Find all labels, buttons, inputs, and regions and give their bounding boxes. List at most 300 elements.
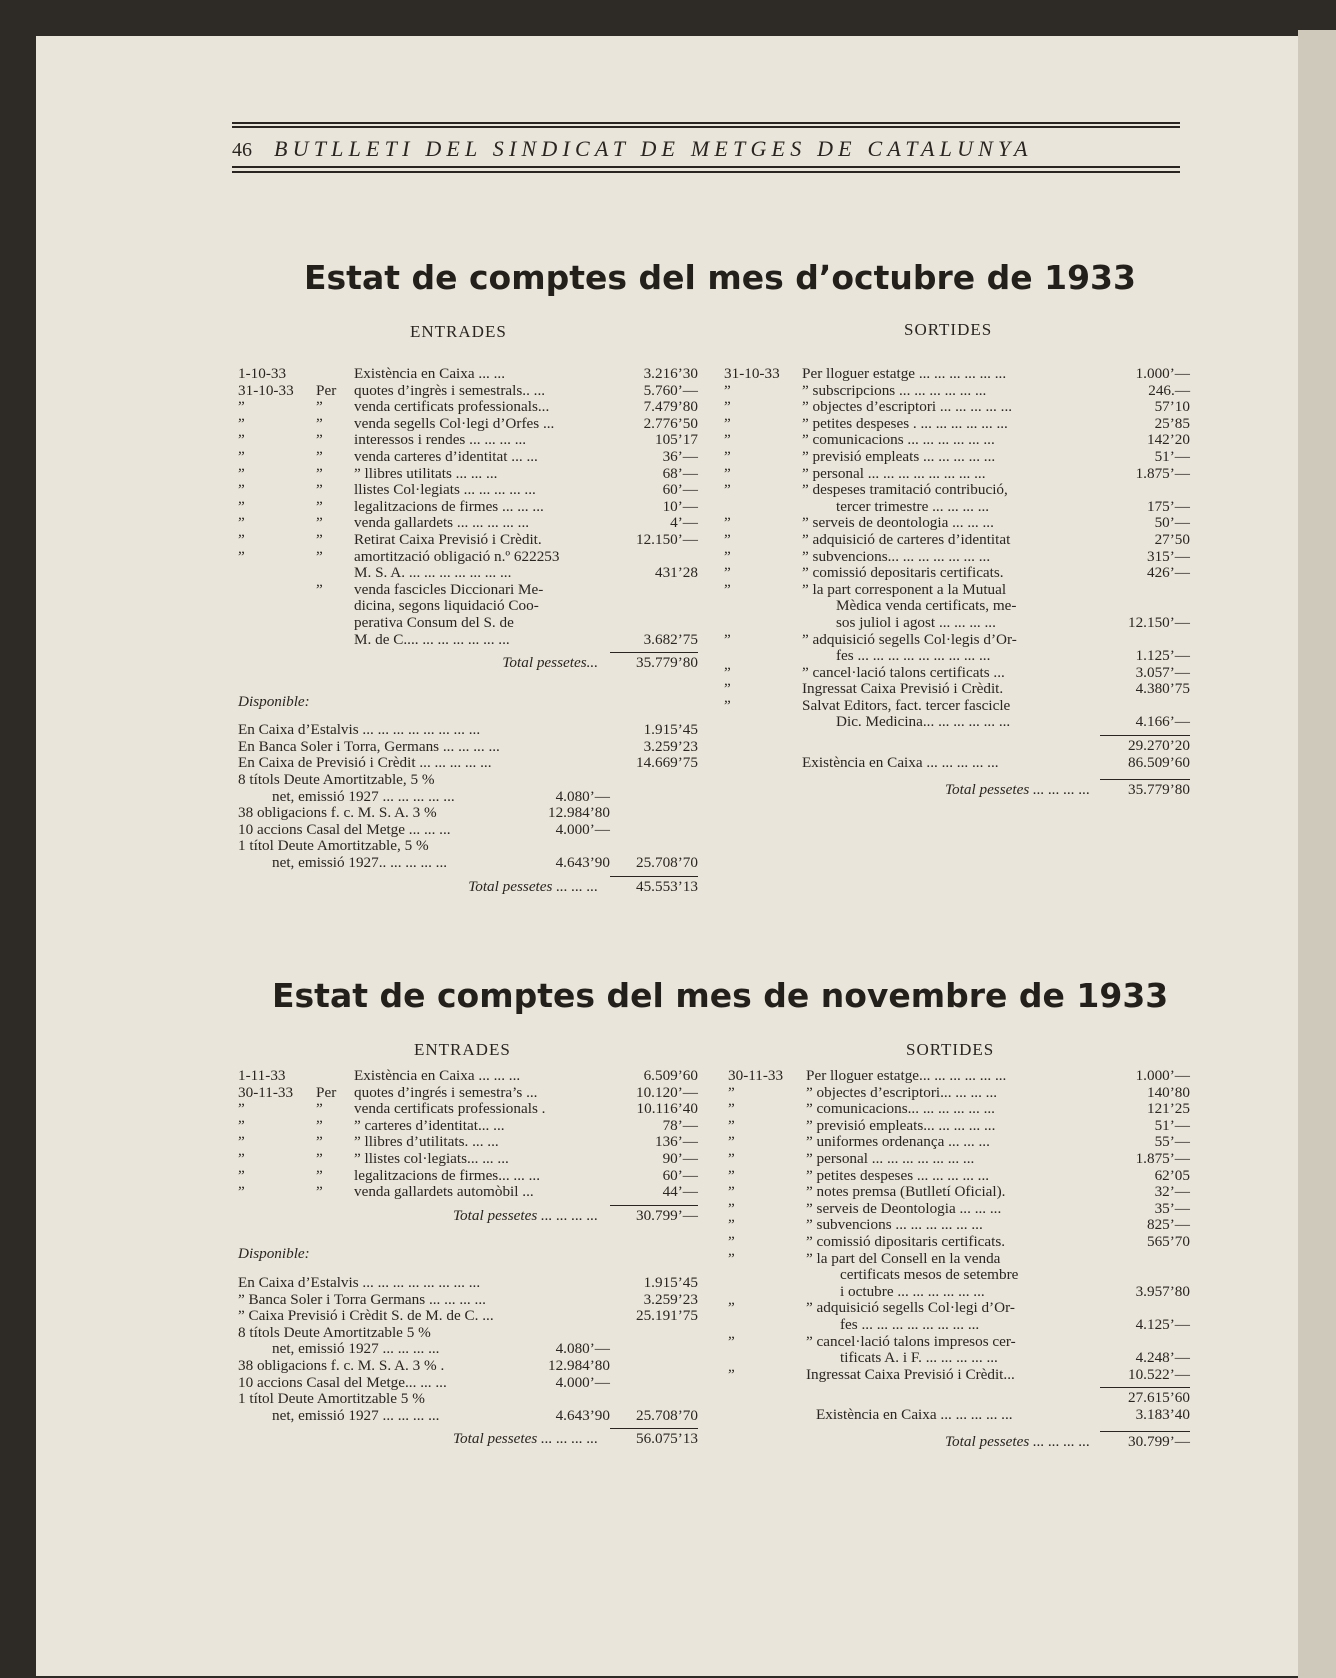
row-date: 31-10-33 — [238, 381, 294, 399]
entrada-row — [238, 383, 698, 400]
row-amount — [610, 615, 698, 632]
row-amount: 4.380’75 — [1135, 680, 1190, 698]
november-entrades-total — [238, 1208, 698, 1225]
row-amount: 51’— — [1154, 1116, 1190, 1134]
row-amount: 60’— — [662, 1166, 698, 1184]
sortida-row — [724, 366, 1190, 383]
disponible-row — [238, 1341, 698, 1358]
row-description: venda fascicles Diccionari Me- — [354, 581, 544, 598]
row-amount: 50’— — [1154, 514, 1190, 532]
row-description: ” subvencions ... ... ... ... ... ... — [806, 1217, 983, 1234]
row-description: ” despeses tramitació contribució, — [802, 482, 1008, 499]
row-amount — [610, 1391, 698, 1408]
entrada-row — [238, 366, 698, 383]
row-description: net, emissió 1927 ... ... ... ... ... — [272, 788, 455, 805]
row-amount: 4.248’— — [1135, 1349, 1190, 1367]
row-date — [238, 632, 316, 649]
entrada-row — [238, 1068, 698, 1085]
row-date: ” — [238, 514, 245, 532]
row-per: ” — [316, 1149, 323, 1167]
disponible-row — [238, 805, 698, 822]
row-description: 10 accions Casal del Metge ... ... ... — [238, 821, 451, 838]
entrada-row — [238, 532, 698, 549]
row-description: ” la part del Consell en la venda — [806, 1250, 1001, 1267]
row-description: 38 obligacions f. c. M. S. A. 3 % . — [238, 1357, 445, 1374]
row-date: ” — [724, 414, 731, 432]
row-date: ” — [728, 1116, 735, 1134]
row-per: ” — [316, 547, 323, 565]
row-subamount — [522, 1275, 610, 1292]
row-date: ” — [728, 1365, 735, 1383]
sortida-row — [728, 1284, 1190, 1301]
row-amount: 825’— — [1146, 1216, 1190, 1234]
row-date: ” — [724, 696, 731, 714]
existencia-value: 3.183’40 — [1135, 1405, 1190, 1423]
row-per: ” — [316, 1116, 323, 1134]
row-subamount: 4.080’— — [555, 1340, 610, 1358]
row-description: ” comissió dipositaris certificats. — [806, 1233, 1006, 1250]
row-subamount — [522, 755, 610, 772]
october-entrades-heading: ENTRADES — [410, 322, 507, 341]
header-rule-bottom-2 — [232, 171, 1180, 173]
row-description: En Caixa d’Estalvis ... ... ... ... ... ... ... ... — [238, 722, 481, 739]
row-description: ” llibres utilitats ... ... ... — [354, 465, 498, 482]
row-date: ” — [724, 564, 731, 582]
total-label: Total pessetes... — [502, 655, 598, 672]
row-description: ” petites despeses . ... ... ... ... ... ... — [802, 415, 1008, 432]
row-date: ” — [728, 1183, 735, 1201]
total-value: 56.075’13 — [635, 1430, 698, 1448]
total-label: Total pessetes ... ... ... ... — [945, 1434, 1090, 1451]
row-per: ” — [316, 514, 323, 532]
row-date — [238, 565, 316, 582]
row-date — [724, 714, 802, 731]
row-description: ” objectes d’escriptori ... ... ... ... ... — [802, 399, 1013, 416]
disponible-row — [238, 855, 698, 872]
row-description: ” Banca Soler i Torra Germans ... ... ... ... — [238, 1291, 486, 1308]
row-amount: 60’— — [662, 481, 698, 499]
row-description: ” cancel·lació talons certificats ... — [802, 664, 1005, 681]
sortida-row — [728, 1184, 1190, 1201]
sortida-row — [724, 399, 1190, 416]
total-value: 35.779’80 — [1127, 781, 1190, 799]
row-per: ” — [316, 414, 323, 432]
row-amount: 3.259’23 — [643, 1290, 698, 1308]
sortida-row — [728, 1118, 1190, 1135]
row-description: 1 títol Deute Amortitzable 5 % — [238, 1391, 425, 1408]
row-description: quotes d’ingrés i semestra’s ... — [354, 1084, 538, 1101]
row-amount: 10.120’— — [635, 1083, 698, 1101]
row-per: ” — [316, 497, 323, 515]
row-amount — [610, 598, 698, 615]
subtotal-value: 29.270’20 — [1127, 737, 1190, 755]
entrada-row — [238, 615, 698, 632]
row-description: net, emissió 1927 ... ... ... ... — [272, 1341, 440, 1358]
row-date: ” — [238, 431, 245, 449]
running-header — [232, 122, 1180, 182]
sortida-row — [728, 1085, 1190, 1102]
row-amount: 62’05 — [1154, 1166, 1190, 1184]
disponible-row — [238, 1275, 698, 1292]
sortida-row — [724, 665, 1190, 682]
sortida-row — [728, 1317, 1190, 1334]
row-per: ” — [316, 1166, 323, 1184]
row-amount — [610, 838, 698, 855]
row-description: ” objectes d’escriptori... ... ... ... — [806, 1084, 998, 1101]
sortida-row — [724, 582, 1190, 599]
entrada-row — [238, 1085, 698, 1102]
row-description: ” serveis de Deontologia ... ... ... — [806, 1200, 1002, 1217]
total-value: 30.799’— — [635, 1206, 698, 1224]
row-amount — [1100, 482, 1190, 499]
sortida-row — [728, 1350, 1190, 1367]
row-description: ” personal ... ... ... ... ... ... ... — [806, 1150, 975, 1167]
sortida-row — [724, 482, 1190, 499]
row-description: ” previsió empleats... ... ... ... ... — [806, 1117, 996, 1134]
row-date: ” — [728, 1249, 735, 1267]
row-subamount: 4.643’90 — [555, 854, 610, 872]
entrada-row — [238, 549, 698, 566]
row-description: ” notes premsa (Butlletí Oficial). — [806, 1184, 1006, 1201]
row-date — [728, 1284, 806, 1301]
row-amount: 25’85 — [1154, 414, 1190, 432]
row-amount — [610, 822, 698, 839]
row-per: Per — [316, 1083, 337, 1101]
page-number: 46 — [232, 139, 252, 161]
entrada-row — [238, 598, 698, 615]
row-description: ” subscripcions ... ... ... ... ... ... — [802, 382, 987, 399]
row-amount: 68’— — [662, 464, 698, 482]
row-date — [724, 499, 802, 516]
row-date: ” — [238, 497, 245, 515]
journal-title: BUTLLETI DEL SINDICAT DE METGES DE CATALUNYA — [274, 136, 1033, 161]
existencia-label: Existència en Caixa ... ... ... ... ... — [816, 1406, 1013, 1423]
row-amount: 25.708’70 — [635, 854, 698, 872]
row-date: ” — [724, 464, 731, 482]
sortida-row — [724, 681, 1190, 698]
row-description: amortització obligació n.º 622253 — [354, 548, 560, 565]
row-amount: 1.000’— — [1135, 365, 1190, 382]
sortida-row — [728, 1101, 1190, 1118]
row-description: 1 títol Deute Amortitzable, 5 % — [238, 838, 429, 855]
entrada-row — [238, 582, 698, 599]
sortida-row — [724, 432, 1190, 449]
row-date: 30-11-33 — [238, 1083, 294, 1101]
row-amount: 565’70 — [1146, 1232, 1190, 1250]
row-amount: 78’— — [662, 1116, 698, 1134]
row-amount: 3.057’— — [1135, 663, 1190, 681]
row-subamount — [522, 838, 610, 855]
row-date: ” — [238, 414, 245, 432]
row-description: ” previsió empleats ... ... ... ... ... — [802, 448, 996, 465]
row-description: Existència en Caixa ... ... ... — [354, 1068, 521, 1084]
facing-page-edge — [1298, 30, 1336, 1678]
row-description: Per lloguer estatge ... ... ... ... ... ... — [802, 366, 1007, 382]
row-description: fes ... ... ... ... ... ... ... ... ... — [836, 648, 991, 665]
row-description: dicina, segons liquidació Coo- — [354, 598, 539, 615]
row-date: ” — [238, 1133, 245, 1151]
row-amount: 27’50 — [1154, 530, 1190, 548]
row-amount: 35’— — [1154, 1199, 1190, 1217]
row-date: ” — [724, 680, 731, 698]
row-date: ” — [724, 514, 731, 532]
row-amount: 14.669’75 — [635, 754, 698, 772]
row-date: ” — [728, 1332, 735, 1350]
row-description: ” llibres d’utilitats. ... ... — [354, 1134, 499, 1151]
row-description: llistes Col·legiats ... ... ... ... ... — [354, 482, 536, 499]
november-disponible-total — [238, 1431, 698, 1448]
row-per: ” — [316, 1133, 323, 1151]
row-date: ” — [728, 1216, 735, 1234]
row-date: 30-11-33 — [728, 1067, 784, 1084]
row-date: ” — [238, 1116, 245, 1134]
row-per — [316, 565, 354, 582]
disponible-row — [238, 722, 698, 739]
sortida-row — [724, 416, 1190, 433]
row-description: ” la part corresponent a la Mutual — [802, 581, 1007, 598]
row-amount: 10.116’40 — [636, 1100, 698, 1118]
entrada-row — [238, 1134, 698, 1151]
entrada-row — [238, 1168, 698, 1185]
disponible-row — [238, 1408, 698, 1425]
november-entrades-heading: ENTRADES — [414, 1040, 511, 1059]
row-date: ” — [724, 481, 731, 499]
row-per — [316, 1068, 354, 1085]
row-description: 8 títols Deute Amortitzable, 5 % — [238, 772, 435, 789]
sortida-row — [728, 1134, 1190, 1151]
sortida-row — [724, 449, 1190, 466]
disponible-row — [238, 772, 698, 789]
row-description: venda gallardets automòbil ... — [354, 1184, 534, 1201]
total-label: Total pessetes ... ... ... ... — [453, 1207, 598, 1224]
row-date — [728, 1350, 806, 1367]
row-amount: 3.216’30 — [643, 365, 698, 382]
row-date — [724, 648, 802, 665]
sortida-row — [724, 549, 1190, 566]
row-date: ” — [724, 580, 731, 598]
sortida-row — [724, 698, 1190, 715]
row-subamount: 12.984’80 — [547, 804, 610, 822]
row-amount: 246.— — [1148, 381, 1190, 399]
row-amount: 1.915’45 — [643, 1273, 698, 1291]
row-amount: 3.259’23 — [643, 737, 698, 755]
existencia-label: Existència en Caixa ... ... ... ... ... — [802, 754, 999, 771]
row-date: ” — [238, 481, 245, 499]
entrada-row — [238, 499, 698, 516]
row-date: ” — [728, 1299, 735, 1317]
row-date — [724, 615, 802, 632]
row-amount: 136’— — [654, 1133, 698, 1151]
row-subamount — [522, 1325, 610, 1342]
row-per: ” — [316, 431, 323, 449]
row-amount: 7.479’80 — [643, 398, 698, 416]
row-date: ” — [728, 1166, 735, 1184]
november-sortides-heading: SORTIDES — [906, 1040, 995, 1059]
row-description: M. de C.... ... ... ... ... ... ... — [354, 631, 510, 648]
row-subamount — [522, 772, 610, 789]
row-amount — [1100, 1334, 1190, 1351]
row-amount: 1.915’45 — [643, 721, 698, 739]
row-date: ” — [238, 447, 245, 465]
total-value: 35.779’80 — [635, 654, 698, 672]
row-per — [316, 615, 354, 632]
row-date: 1-11-33 — [238, 1067, 286, 1084]
row-date: ” — [238, 1166, 245, 1184]
row-description: Retirat Caixa Previsió i Crèdit. — [354, 531, 542, 548]
row-description: fes ... ... ... ... ... ... ... ... — [840, 1316, 980, 1333]
row-amount: 32’— — [1154, 1183, 1190, 1201]
row-amount: 10’— — [662, 497, 698, 515]
sortida-row — [724, 466, 1190, 483]
row-subamount: 12.984’80 — [547, 1356, 610, 1374]
disponible-row — [238, 1358, 698, 1375]
row-amount: 36’— — [662, 447, 698, 465]
total-label: Total pessetes ... ... ... ... — [945, 782, 1090, 799]
row-amount: 2.776’50 — [643, 414, 698, 432]
row-amount: 105’17 — [654, 431, 698, 449]
row-description: ” llistes col·legiats... ... ... — [354, 1150, 509, 1167]
row-amount: 1.875’— — [1135, 464, 1190, 482]
row-amount — [610, 772, 698, 789]
row-amount — [1100, 1267, 1190, 1284]
row-amount — [610, 1375, 698, 1392]
row-description: venda segells Col·legi d’Orfes ... — [354, 415, 555, 432]
row-description: quotes d’ingrès i semestrals.. ... — [354, 382, 546, 399]
sortida-row — [728, 1151, 1190, 1168]
november-sortides — [728, 1068, 1190, 1451]
row-date — [724, 598, 802, 615]
row-description: ” cancel·lació talons impresos cer- — [806, 1333, 1016, 1350]
row-description: Dic. Medicina... ... ... ... ... ... — [836, 714, 1011, 731]
october-entrades-total — [238, 655, 698, 672]
sortida-row — [724, 515, 1190, 532]
row-per — [316, 366, 354, 383]
sortida-row — [724, 632, 1190, 649]
row-description: ” uniformes ordenança ... ... ... — [806, 1134, 990, 1151]
row-amount: 55’— — [1154, 1133, 1190, 1151]
row-subamount — [522, 739, 610, 756]
row-date: ” — [728, 1149, 735, 1167]
row-date: ” — [238, 398, 245, 416]
disponible-row — [238, 1391, 698, 1408]
entrada-row — [238, 416, 698, 433]
entrada-row — [238, 1118, 698, 1135]
row-description: tercer trimestre ... ... ... ... — [836, 498, 990, 515]
row-per — [316, 598, 354, 615]
row-date — [238, 598, 316, 615]
row-description: Per lloguer estatge... ... ... ... ... ... — [806, 1068, 1007, 1084]
entrada-row — [238, 565, 698, 582]
row-subamount — [522, 1308, 610, 1325]
row-amount — [1100, 1251, 1190, 1268]
october-entrades — [238, 366, 698, 895]
october-sortides — [724, 366, 1190, 799]
row-amount — [1100, 582, 1190, 599]
sortida-row — [724, 383, 1190, 400]
row-date: ” — [724, 431, 731, 449]
row-amount: 25.191’75 — [635, 1307, 698, 1325]
row-subamount — [522, 1292, 610, 1309]
row-amount: 175’— — [1146, 497, 1190, 515]
header-rule-top-2 — [232, 126, 1180, 128]
row-amount: 431’28 — [654, 564, 698, 582]
disponible-row — [238, 755, 698, 772]
row-amount — [610, 1325, 698, 1342]
row-description: venda certificats professionals . — [354, 1101, 546, 1118]
row-description: i octubre ... ... ... ... ... ... — [840, 1283, 985, 1300]
disponible-row — [238, 1325, 698, 1342]
row-amount: 6.509’60 — [643, 1067, 698, 1084]
row-description: ” personal ... ... ... ... ... ... ... ... — [802, 465, 986, 482]
row-per: ” — [316, 1100, 323, 1118]
row-description: Mèdica venda certificats, me- — [836, 598, 1017, 615]
entrada-row — [238, 466, 698, 483]
row-description: perativa Consum del S. de — [354, 614, 514, 631]
entrada-row — [238, 1151, 698, 1168]
row-date: ” — [724, 630, 731, 648]
row-subamount: 4.000’— — [555, 820, 610, 838]
row-date: ” — [728, 1232, 735, 1250]
total-label: Total pessetes ... ... ... — [468, 878, 598, 895]
sortida-row — [728, 1201, 1190, 1218]
sortida-row — [728, 1300, 1190, 1317]
row-amount: 51’— — [1154, 447, 1190, 465]
row-subamount: 4.000’— — [555, 1373, 610, 1391]
header-rule-top — [232, 122, 1180, 124]
row-date: 1-10-33 — [238, 365, 287, 382]
total-value: 30.799’— — [1127, 1433, 1190, 1451]
row-amount: 57’10 — [1154, 398, 1190, 416]
row-date: ” — [238, 464, 245, 482]
entrada-row — [238, 632, 698, 649]
row-date: ” — [238, 1100, 245, 1118]
row-description: venda certificats professionals... — [354, 399, 550, 416]
row-amount: 315’— — [1146, 547, 1190, 565]
row-description: Ingressat Caixa Previsió i Crèdit. — [802, 681, 1004, 698]
row-description: ” adquisició segells Col·legis d’Or- — [802, 631, 1017, 648]
row-description: ” comissió depositaris certificats. — [802, 565, 1004, 582]
row-subamount: 4.643’90 — [555, 1406, 610, 1424]
disponible-row — [238, 1292, 698, 1309]
row-date: 31-10-33 — [724, 365, 780, 382]
sortida-row — [728, 1068, 1190, 1085]
row-subamount — [522, 722, 610, 739]
row-date: ” — [724, 530, 731, 548]
row-amount — [610, 1341, 698, 1358]
row-amount: 4.166’— — [1135, 713, 1190, 731]
sortida-row — [724, 714, 1190, 731]
row-description: 8 títols Deute Amortitzable 5 % — [238, 1324, 431, 1341]
row-amount — [1100, 698, 1190, 715]
disponible-row — [238, 789, 698, 806]
row-amount — [610, 789, 698, 806]
row-amount — [1100, 632, 1190, 649]
row-per: ” — [316, 580, 323, 598]
sortida-row — [728, 1251, 1190, 1268]
row-amount: 4’— — [670, 514, 698, 532]
row-amount: 3.682’75 — [643, 630, 698, 648]
row-date: ” — [728, 1083, 735, 1101]
row-amount: 3.957’80 — [1135, 1282, 1190, 1300]
row-per: ” — [316, 1183, 323, 1201]
sortida-row — [724, 598, 1190, 615]
october-sortides-heading: SORTIDES — [904, 320, 993, 339]
october-title: Estat de comptes del mes d’octubre de 1933 — [304, 258, 1136, 297]
header-text — [232, 136, 1180, 162]
row-amount: 44’— — [662, 1183, 698, 1201]
existencia-value: 86.509’60 — [1127, 753, 1190, 771]
row-description: ” subvencions... ... ... ... ... ... ... — [802, 548, 991, 565]
